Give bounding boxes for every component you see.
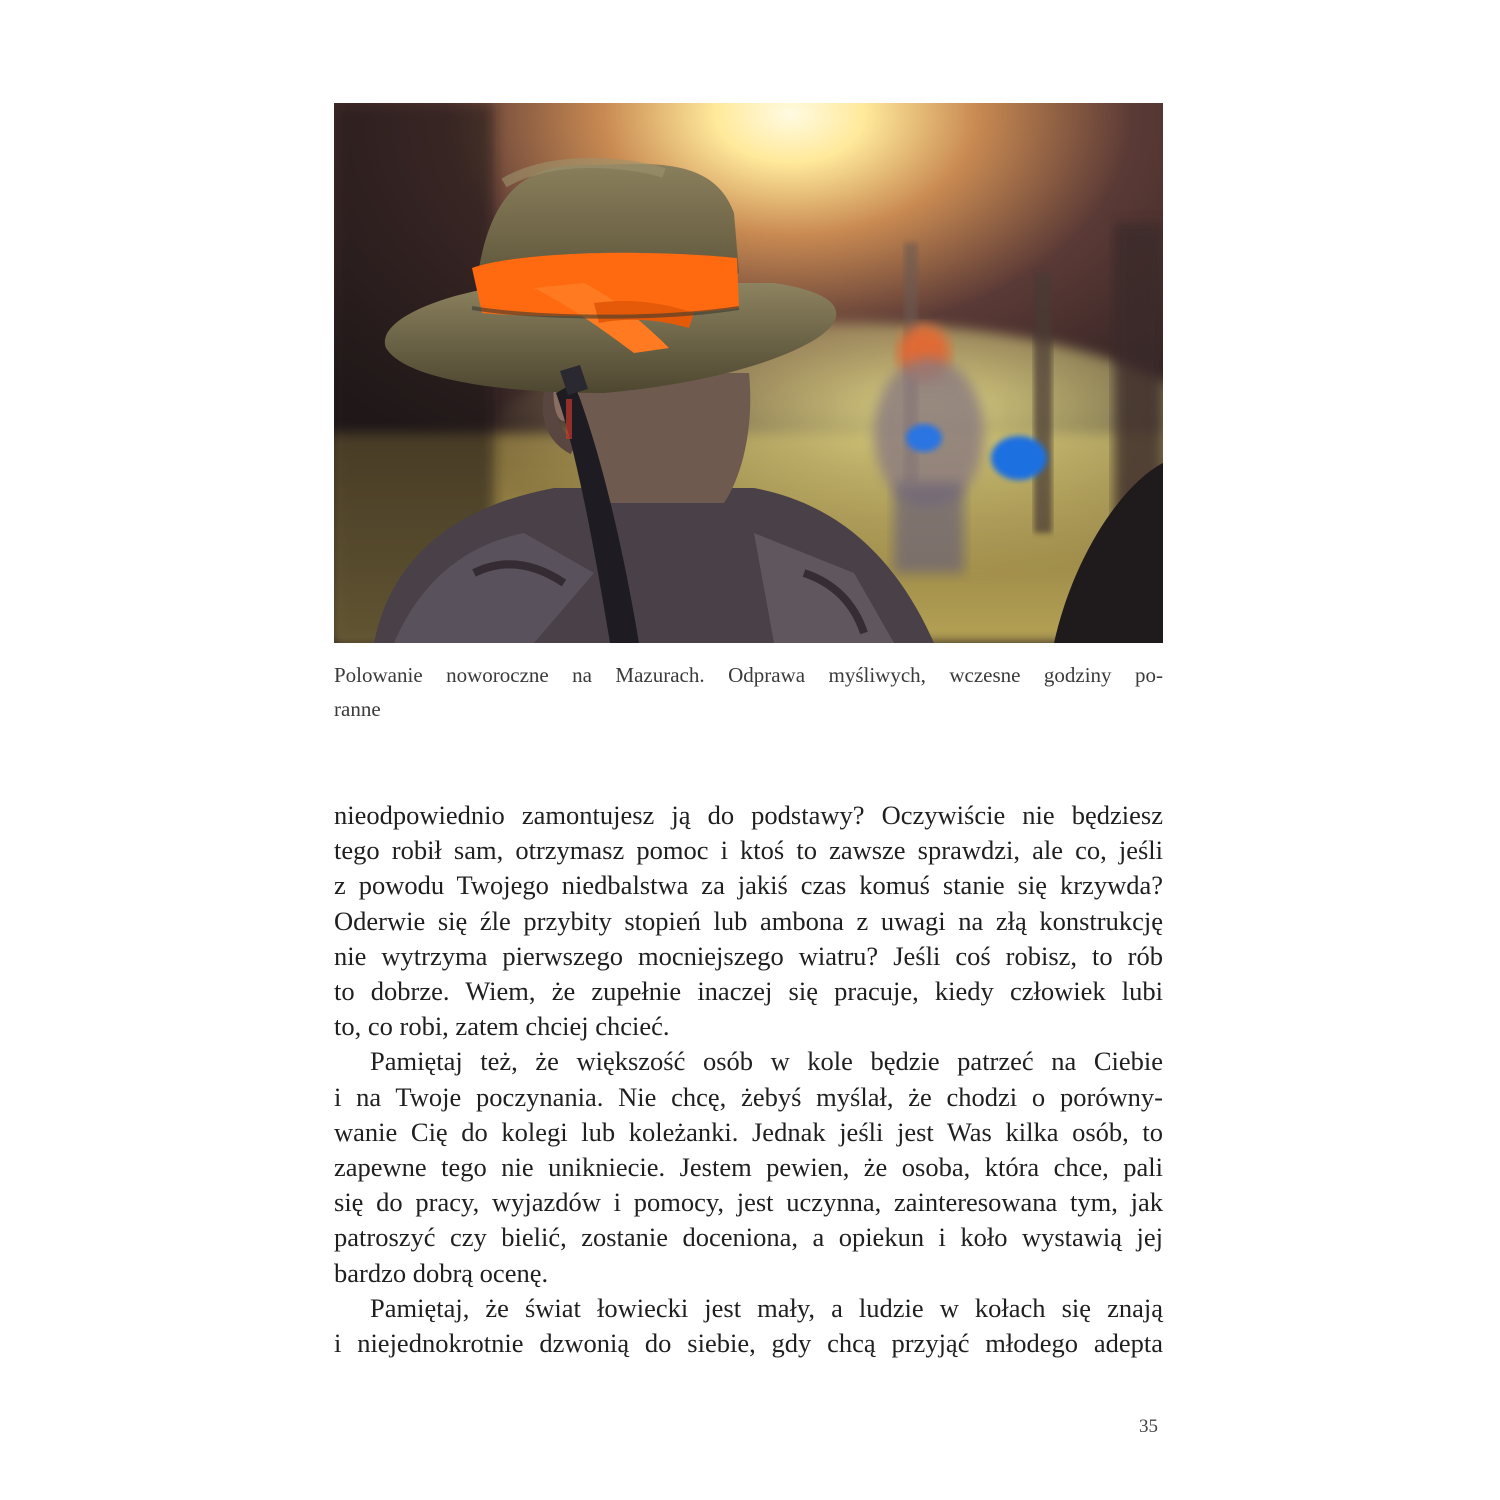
- photo-caption: [334, 658, 1163, 726]
- photo-hunter-hat: [334, 103, 1163, 643]
- body-text: [334, 798, 1163, 1361]
- text-line: wanie Cię do kolegi lub koleżanki. Jednak jeśli jest Was kilka osób, to: [334, 1116, 1163, 1147]
- text-line: i niejednokrotnie dzwonią do siebie, gdy chcą przyjąć młodego adepta: [334, 1328, 1163, 1359]
- text-line: z powodu Twojego niedbalstwa za jakiś czas komuś stanie się krzywda?: [334, 870, 1163, 901]
- text-line: zapewne tego nie unikniecie. Jestem pewien, że osoba, która chce, pali: [334, 1152, 1163, 1183]
- text-line: Pamiętaj, że świat łowiecki jest mały, a ludzie w kołach się znają: [370, 1292, 1163, 1323]
- text-line: się do pracy, wyjazdów i pomocy, jest uczynna, zainteresowana tym, jak: [334, 1187, 1163, 1218]
- text-line: Oderwie się źle przybity stopień lub ambona z uwagi na złą konstrukcję: [334, 905, 1163, 936]
- paragraph-2: [334, 1044, 1163, 1290]
- page-number: 35: [1139, 1416, 1158, 1437]
- text-line: patroszyć czy bielić, zostanie doceniona, a opiekun i koło wystawią jej: [334, 1222, 1163, 1253]
- text-line: Pamiętaj też, że większość osób w kole będzie patrzeć na Ciebie: [370, 1046, 1163, 1077]
- paragraph-3: [334, 1291, 1163, 1361]
- text-line: tego robił sam, otrzymasz pomoc i ktoś to zawsze sprawdzi, ale co, jeśli: [334, 835, 1163, 866]
- paragraph-1: [334, 798, 1163, 1044]
- caption-line-1: Polowanie noworoczne na Mazurach. Odprawa myśliwych, wczesne godziny po-: [334, 663, 1163, 687]
- text-line: to, co robi, zatem chciej chcieć.: [334, 1011, 670, 1042]
- photo-hunter-hat-icon: [334, 103, 1163, 643]
- text-line: i na Twoje poczynania. Nie chcę, żebyś myślał, że chodzi o porówny-: [334, 1081, 1163, 1112]
- text-line: nieodpowiednio zamontujesz ją do podstawy? Oczywiście nie będziesz: [334, 800, 1163, 830]
- text-line: to dobrze. Wiem, że zupełnie inaczej się pracuje, kiedy człowiek lubi: [334, 976, 1163, 1007]
- caption-line-2: ranne: [334, 697, 381, 721]
- text-line: bardzo dobrą ocenę.: [334, 1257, 549, 1288]
- text-line: nie wytrzyma pierwszego mocniejszego wiatru? Jeśli coś robisz, to rób: [334, 940, 1163, 971]
